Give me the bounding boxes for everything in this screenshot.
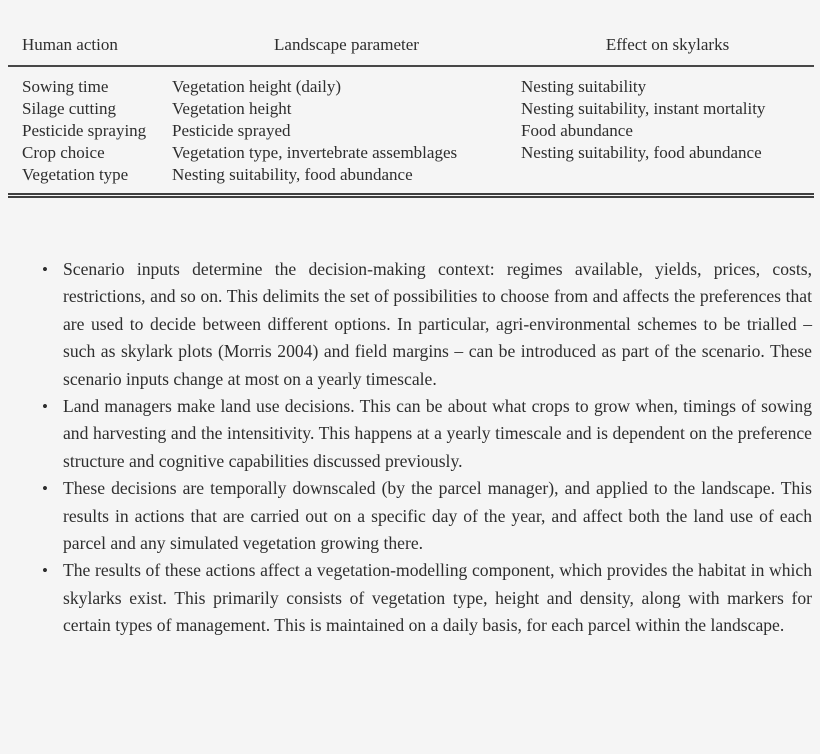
bullet-item xyxy=(0,393,812,475)
table-cell: Crop choice xyxy=(22,143,105,162)
table-cell: Pesticide spraying xyxy=(22,121,147,140)
table-cell: Nesting suitability, food abundance xyxy=(521,143,762,162)
table-cell: Vegetation type xyxy=(22,165,129,184)
bullet-item xyxy=(0,557,812,639)
table-row xyxy=(8,120,814,142)
table-cell: Sowing time xyxy=(22,77,109,96)
table-header-row xyxy=(8,34,814,56)
table-row xyxy=(8,164,814,186)
table-cell: Nesting suitability, food abundance xyxy=(172,165,413,184)
table-cell: Vegetation type, invertebrate assemblages xyxy=(172,143,458,162)
bullet-item xyxy=(0,256,812,393)
bullet-icon: • xyxy=(42,397,48,417)
bullet-icon: • xyxy=(42,561,48,581)
table-cell: Food abundance xyxy=(521,121,633,140)
bullet-text: Scenario inputs determine the decision-making context: regimes available, yields, prices, costs, restrictions, and so on. This delimits the set of possibilities to choose from and affects the preferences that are used to decide between different options. In particular, agri-environmental schemes to be trialled – such as skylark plots (Morris 2004) and field margins – can be introduced as part of the scenario. These scenario inputs change at most on a yearly timescale. xyxy=(63,259,812,389)
table-row xyxy=(8,98,814,120)
table-row xyxy=(8,76,814,98)
column-header-effect-on-skylarks: Effect on skylarks xyxy=(605,35,730,54)
table-cell: Vegetation height (daily) xyxy=(172,77,342,96)
column-header-human-action: Human action xyxy=(22,35,118,54)
column-header-landscape-parameter: Landscape parameter xyxy=(274,35,419,54)
table-cell: Vegetation height xyxy=(172,99,292,118)
bullet-icon: • xyxy=(42,479,48,499)
bullet-text: These decisions are temporally downscaled (by the parcel manager), and applied to the landscape. This results in actions that are carried out on a specific day of the year, and affect both the land use of each parcel and any simulated vegetation growing there. xyxy=(63,478,812,554)
table-cell: Pesticide sprayed xyxy=(172,121,291,140)
bullet-item xyxy=(0,475,812,557)
table-body xyxy=(8,67,814,186)
bullet-text: The results of these actions affect a vegetation-modelling component, which provides the habitat in which skylarks exist. This primarily consists of vegetation type, height and density, along with markers for certain types of management. This is maintained on a daily basis, for each parcel within the landscape. xyxy=(63,560,812,636)
table-cell: Nesting suitability xyxy=(521,77,647,96)
table-cell: Nesting suitability, instant mortality xyxy=(521,99,766,118)
bullet-icon: • xyxy=(42,260,48,279)
table-cell: Silage cutting xyxy=(22,99,116,118)
actions-effects-table xyxy=(8,0,814,198)
bullet-list xyxy=(0,198,820,640)
table-row xyxy=(8,142,814,164)
bullet-text: Land managers make land use decisions. This can be about what crops to grow when, timings of sowing and harvesting and the intensitivity. This happens at a yearly timescale and is dependent on the preference structure and cognitive capabilities discussed previously. xyxy=(63,396,812,471)
table-cell xyxy=(521,164,814,186)
